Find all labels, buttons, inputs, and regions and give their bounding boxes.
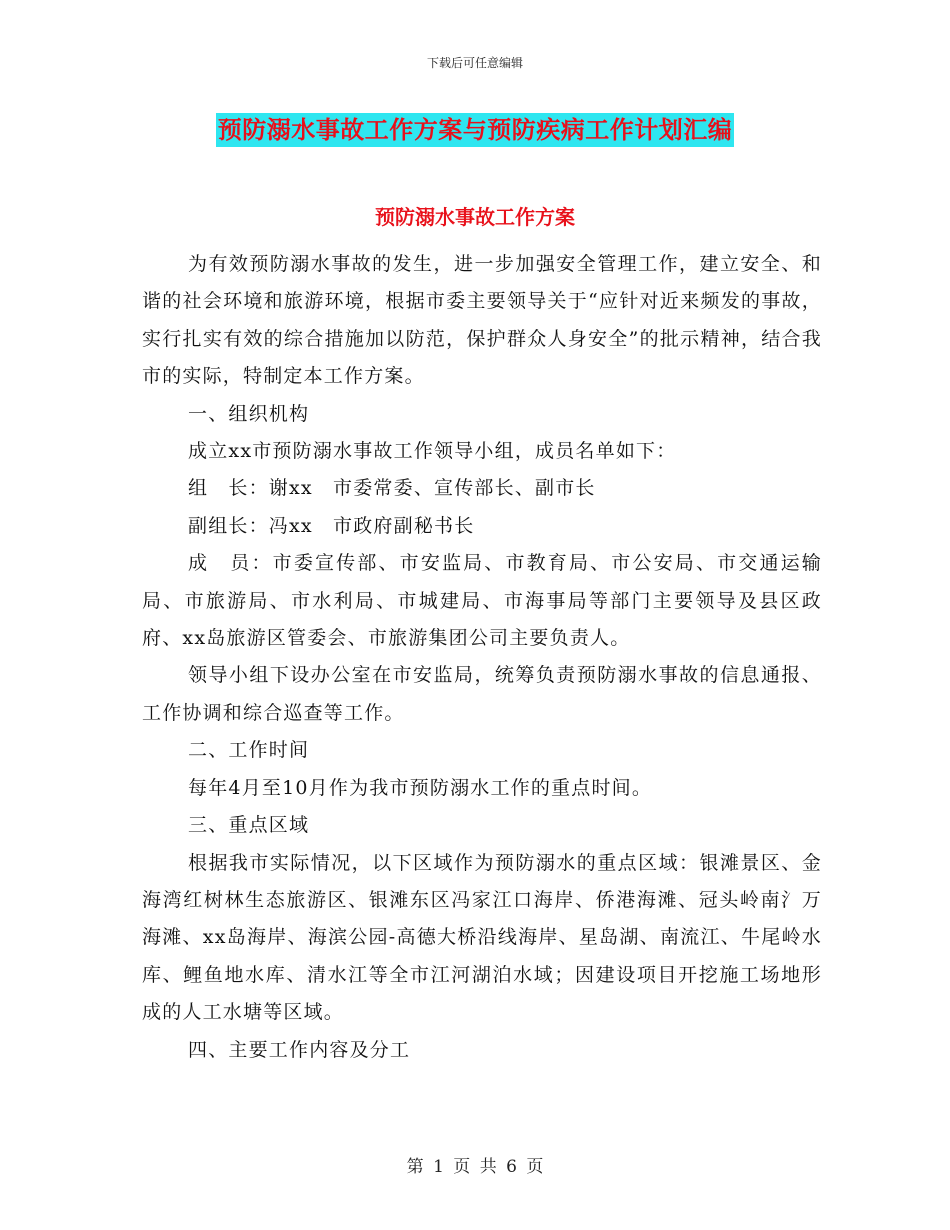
heading-main-work: 四、主要工作内容及分工 xyxy=(188,1038,411,1061)
paragraph-intro: 为有效预防溺水事故的发生，进一步加强安全管理工作，建立安全、和谐的社会环境和旅游环境，根据市委主要领导关于“应针对近来频发的事故，实行扎实有效的综合措施加以防范，保护群众人身安全”的批示精神，结合我市的实际，特制定本工作方案。 xyxy=(142,253,822,388)
header-note: 下载后可任意编辑 xyxy=(426,56,523,70)
member-deputy-leader: 副组长：冯xx 市政府副秘书长 xyxy=(188,514,475,537)
document-body xyxy=(142,246,822,1069)
document-title-container xyxy=(0,113,950,147)
paragraph-work-time: 每年4月至10月作为我市预防溺水工作的重点时间。 xyxy=(188,776,653,799)
paragraph-office: 领导小组下设办公室在市安监局，统筹负责预防溺水事故的信息通报、工作协调和综合巡查等工作。 xyxy=(142,664,822,724)
page-footer: 第 1 页 共 6 页 xyxy=(406,1157,544,1177)
section-title: 预防溺水事故工作方案 xyxy=(375,205,575,229)
heading-work-time: 二、工作时间 xyxy=(188,739,310,762)
heading-organization: 一、组织机构 xyxy=(188,402,310,425)
paragraph-key-areas: 根据我市实际情况，以下区域作为预防溺水的重点区域：银滩景区、金海湾红树林生态旅游区、银滩东区冯家江口海岸、侨港海滩、冠头岭南氵万海滩、xx岛海岸、海滨公园-高德大桥沿线海岸、星岛湖、南流江、牛尾岭水库、鲤鱼地水库、清水江等全市江河湖泊水域；因建设项目开挖施工场地形成的人工水塘等区域。 xyxy=(142,851,822,1024)
member-list: 成 员：市委宣传部、市安监局、市教育局、市公安局、市交通运输局、市旅游局、市水利局、市城建局、市海事局等部门主要领导及县区政府、xx岛旅游区管委会、市旅游集团公司主要负责人。 xyxy=(142,552,822,650)
paragraph-group-founding: 成立xx市预防溺水事故工作领导小组，成员名单如下： xyxy=(188,440,677,463)
member-leader: 组 长：谢xx 市委常委、宣传部长、副市长 xyxy=(188,477,596,500)
heading-key-areas: 三、重点区域 xyxy=(188,814,310,837)
document-title: 预防溺水事故工作方案与预防疾病工作计划汇编 xyxy=(216,113,735,147)
